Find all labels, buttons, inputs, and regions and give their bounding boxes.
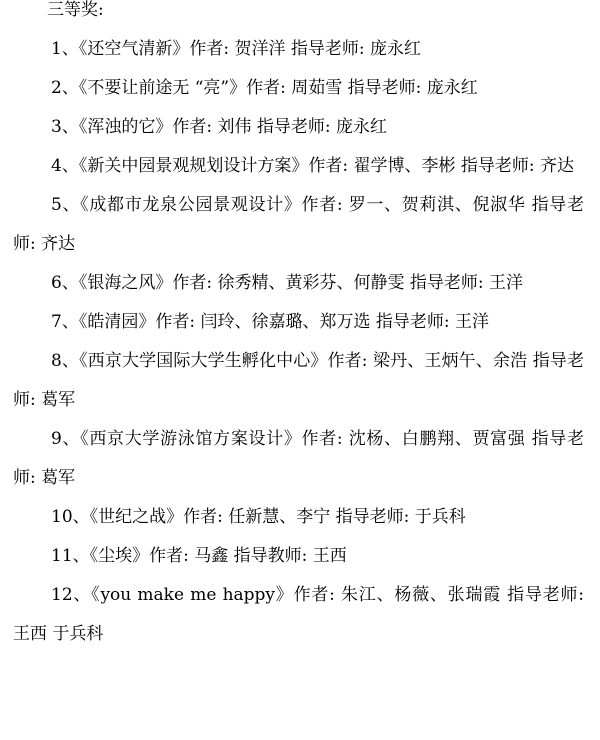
- award-entry-3: 3、《浑浊的它》作者: 刘伟 指导老师: 庞永红: [51, 117, 387, 137]
- award-entry-1: 1、《还空气清新》作者: 贺洋洋 指导老师: 庞永红: [51, 39, 421, 59]
- section-heading: 三等奖:: [47, 0, 104, 20]
- award-entry-8: 8、《西京大学国际大学生孵化中心》作者: 梁丹、王炳午、余浩 指导老师: 葛军: [13, 351, 584, 410]
- award-entry-2: 2、《不要让前途无 “亮”》作者: 周茹雪 指导老师: 庞永红: [51, 78, 478, 98]
- award-entry-12: 12、《you make me happy》作者: 朱江、杨薇、张瑞霞 指导老师: 王西 于兵科: [13, 585, 584, 644]
- award-entry-11: 11、《尘埃》作者: 马鑫 指导教师: 王西: [51, 546, 347, 566]
- award-entry-7: 7、《皓清园》作者: 闫玲、徐嘉璐、郑万选 指导老师: 王洋: [51, 312, 489, 332]
- award-entry-4: 4、《新关中园景观规划设计方案》作者: 翟学博、李彬 指导老师: 齐达: [51, 156, 574, 176]
- award-entry-6: 6、《银海之风》作者: 徐秀精、黄彩芬、何静雯 指导老师: 王洋: [51, 273, 523, 293]
- award-entry-5: 5、《成都市龙泉公园景观设计》作者: 罗一、贺莉淇、倪淑华 指导老师: 齐达: [13, 195, 584, 254]
- award-entry-10: 10、《世纪之战》作者: 任新慧、李宁 指导老师: 于兵科: [51, 507, 466, 527]
- award-entry-9: 9、《西京大学游泳馆方案设计》作者: 沈杨、白鹏翔、贾富强 指导老师: 葛军: [13, 429, 584, 488]
